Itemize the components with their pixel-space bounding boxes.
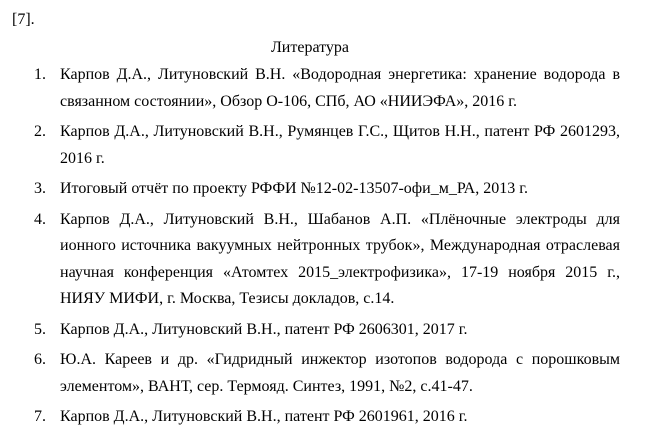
reference-text: Карпов Д.А., Литуновский В.Н., патент РФ 2606301, 2017 г. — [60, 320, 468, 338]
references-heading: Литература — [270, 39, 350, 56]
reference-item-3 — [0, 176, 620, 203]
reference-number: 6. — [34, 351, 46, 368]
reference-text: Карпов Д.А., Литуновский В.Н., Шабанов А.П. «Плёночные электроды для ионного источника вакуумных нейтронных трубок», Международная отраслевая научная конференция «Атомтех 2015_электрофизика», 17-19 ноября 2015 г., НИЯУ МИФИ, г. Москва, Тезисы докладов, с.14. — [60, 210, 620, 307]
references-list — [0, 62, 620, 435]
reference-item-6 — [0, 347, 620, 400]
reference-number: 1. — [34, 66, 46, 83]
reference-text: Карпов Д.А., Литуновский В.Н., Румянцев Г.С., Щитов Н.Н., патент РФ 2601293, 2016 г. — [60, 123, 620, 167]
reference-number: 4. — [34, 210, 46, 228]
reference-number: 7. — [34, 408, 46, 425]
reference-item-4 — [0, 207, 620, 313]
reference-text: Карпов Д.А., Литуновский В.Н. «Водородная энергетика: хранение водорода в связанном состоянии», Обзор О-106, СПб, АО «НИИЭФА», 2016 г. — [60, 66, 620, 110]
reference-text: Карпов Д.А., Литуновский В.Н., патент РФ 2601961, 2016 г. — [60, 408, 468, 425]
reference-number: 5. — [34, 320, 46, 338]
reference-number: 2. — [34, 123, 46, 140]
reference-item-5 — [0, 317, 620, 344]
citation-prefix: [7]. — [12, 11, 35, 28]
reference-item-2 — [0, 119, 620, 172]
reference-item-1 — [0, 62, 620, 115]
reference-item-7 — [0, 404, 620, 431]
reference-text: Ю.А. Кареев и др. «Гидридный инжектор изотопов водорода с порошковым элементом», ВАНТ, сер. Термояд. Синтез, 1991, №2, с.41-47. — [60, 351, 620, 395]
reference-number: 3. — [34, 180, 46, 197]
reference-text: Итоговый отчёт по проекту РФФИ №12-02-13507-офи_м_РА, 2013 г. — [60, 180, 528, 197]
